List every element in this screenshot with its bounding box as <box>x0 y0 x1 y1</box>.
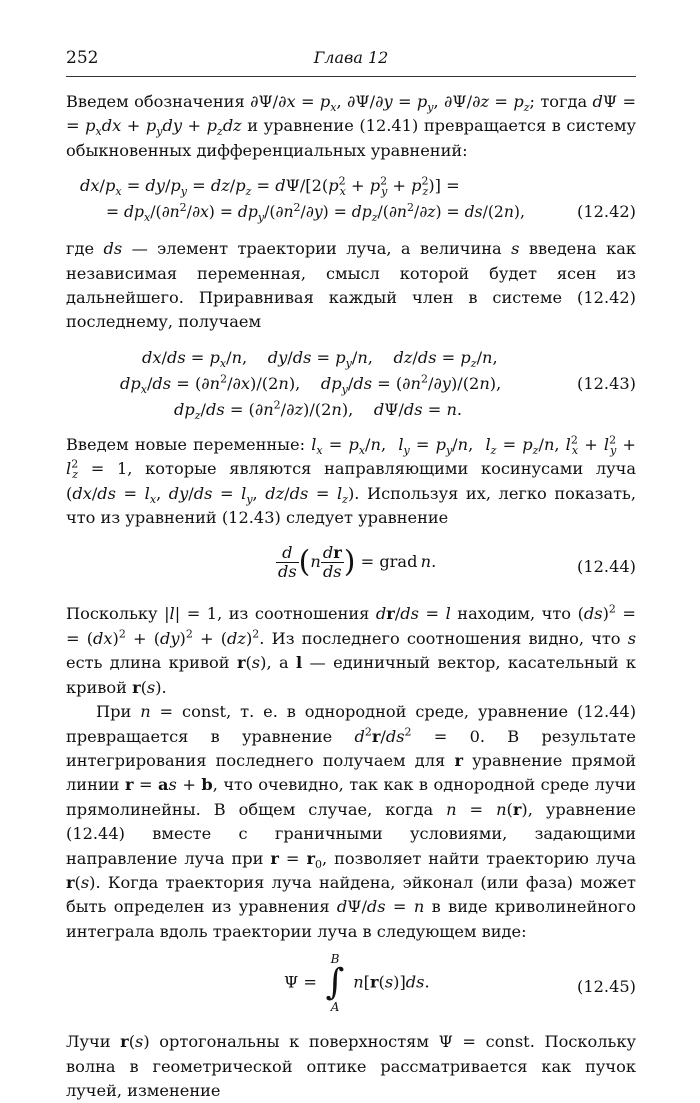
equation-number: (12.43) <box>577 373 636 393</box>
equation-12-44: $\frac{d}{ds}$ (n $\frac{dr}{ds}$ ) = grad n. (12.44) <box>278 543 636 582</box>
equation-12-42: $dx/p_x = dy/p_y = dz/p_z = d\Psi/[2(p^2_x + p^2_y + p^2_z)]$ = = $dp_x/(\partial n^2/\partial x) = dp_y/(\partial n^2/\partial y) = dp_z/(\partial n^2/\partial z) = ds/(2n)$, (12.42) <box>80 174 636 225</box>
equation-number: (12.44) <box>577 557 636 577</box>
page-body <box>66 90 636 1103</box>
equation-12-43: $dx/ds = p_x/n$, $dy/ds = p_y/n$, $dz/ds = p_z/n$, $dp_x/ds = (\partial n^2/\partial x)/(2n)$, $dp_y/ds = (\partial n^2/\partial y)/(2n)$, $dp_z/ds = (\partial n^2/\partial z)/(2n)$, dΨ/ds = n. (12.43) <box>120 347 636 423</box>
paragraph-1: Введем обозначения $\partial\Psi/\partial x = p_x$, $\partial\Psi/\partial y = p_y$, $\partial\Psi/\partial z = p_z$; тогда dΨ = = $p_xdx + p_ydy + p_zdz$ и уравнение (12.41) превращается в систему обыкновенных дифференциальных уравнений: <box>66 92 637 160</box>
chapter-title: Глава 12 <box>313 48 389 67</box>
paragraph-5: При n = const, т. е. в однородной среде, уравнение (12.44) превращается в уравнение $d^2r/ds^2 = 0$. В результате интегрирования последнего получаем для r уравнение прямой линии r = as + b, что очевидно, так как в однородной среде лучи прямолинейны. В общем случае, когда n = n(r), уравнение (12.44) вместе с граничными условиями, задающими направление луча при $r = r_0$, позволяет найти траекторию луча r(s). Когда траектория луча найдена, эйконал (или фаза) может быть определен из уравнения dΨ/ds = n в виде криволинейного интеграла вдоль траектории луча в следующем виде: <box>66 702 637 941</box>
paragraph-2: где ds — элемент траектории луча, а величина s введена как независимая переменная, смысл которой будет ясен из дальнейшего. Приравнивая каждый член в системе (12.42) последнему, получаем <box>66 239 636 332</box>
page-header <box>66 48 636 72</box>
header-rule <box>66 76 636 77</box>
equation-number: (12.42) <box>577 202 636 222</box>
paragraph-6: Лучи r(s) ортогональны к поверхностям Ψ = const. Поскольку волна в геометрической оптике рассматривается как пучок лучей, изменение <box>66 1032 636 1100</box>
page-number: 252 <box>66 48 99 68</box>
paragraph-4: Поскольку |l| = 1, из соотношения dr/ds = l находим, что (ds)$^2$ = = (dx)$^2$ + (dy)$^2$ + (dz)$^2$. Из последнего соотношения видно, что s есть длина кривой r(s), а l — единичный вектор, касательный к кривой r(s). <box>66 603 636 697</box>
paragraph-3: Введем новые переменные: $l_x = p_x/n$, $l_y = p_y/n$, $l_z = p_z/n$, $l^2_x + l^2_y + l^2_z = 1$, которые являются направляющими косинусами луча ($dx/ds = l_x$, $dy/ds = l_y$, $dz/ds = l_z$). Используя их, легко показать, что из уравнений (12.43) следует уравнение <box>66 433 637 528</box>
integral-sign: B ∫ A <box>325 952 345 1015</box>
equation-number: (12.45) <box>577 977 636 997</box>
equation-12-45: Ψ = B ∫ A n[r(s)]ds. (12.45) <box>284 952 636 1015</box>
